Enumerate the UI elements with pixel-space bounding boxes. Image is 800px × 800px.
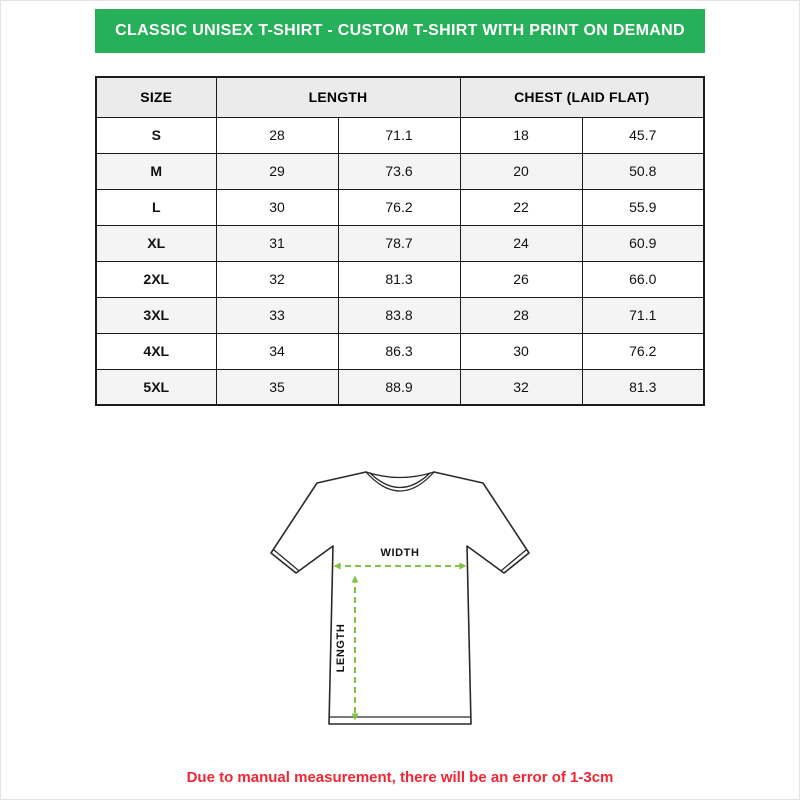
length-label: LENGTH (335, 623, 347, 673)
tshirt-outline-icon (271, 472, 529, 724)
header-size: SIZE (96, 77, 216, 117)
cell-length-cm: 88.9 (338, 369, 460, 405)
measurement-error-note: Due to manual measurement, there will be an error of 1-3cm (186, 769, 614, 786)
cell-chest-in: 30 (460, 333, 582, 369)
cell-length-in: 35 (216, 369, 338, 405)
cell-chest-in: 24 (460, 225, 582, 261)
cell-length-cm: 73.6 (338, 153, 460, 189)
cell-length-cm: 81.3 (338, 261, 460, 297)
cell-length-in: 33 (216, 297, 338, 333)
width-label: WIDTH (380, 547, 420, 559)
table-row (96, 189, 704, 225)
cell-size: L (96, 189, 216, 225)
cell-chest-in: 22 (460, 189, 582, 225)
size-table-body (96, 117, 704, 405)
cell-length-cm: 86.3 (338, 333, 460, 369)
table-row (96, 225, 704, 261)
size-table (95, 76, 705, 406)
table-row (96, 369, 704, 405)
tshirt-icon (265, 456, 535, 748)
cell-size: 3XL (96, 297, 216, 333)
cell-length-cm: 76.2 (338, 189, 460, 225)
table-row (96, 117, 704, 153)
page-title: CLASSIC UNISEX T-SHIRT - CUSTOM T-SHIRT WITH PRINT ON DEMAND (115, 22, 685, 39)
cell-size: M (96, 153, 216, 189)
cell-length-in: 34 (216, 333, 338, 369)
cell-chest-in: 28 (460, 297, 582, 333)
table-row (96, 261, 704, 297)
table-row (96, 333, 704, 369)
cell-chest-cm: 71.1 (582, 297, 704, 333)
cell-length-in: 31 (216, 225, 338, 261)
cell-length-in: 30 (216, 189, 338, 225)
cell-size: XL (96, 225, 216, 261)
cell-length-in: 28 (216, 117, 338, 153)
cell-chest-cm: 60.9 (582, 225, 704, 261)
table-row (96, 153, 704, 189)
cell-chest-in: 26 (460, 261, 582, 297)
cell-size: 5XL (96, 369, 216, 405)
header-length: LENGTH (216, 77, 460, 117)
cell-chest-cm: 55.9 (582, 189, 704, 225)
cell-chest-cm: 66.0 (582, 261, 704, 297)
cell-chest-in: 32 (460, 369, 582, 405)
table-row (96, 297, 704, 333)
cell-chest-cm: 76.2 (582, 333, 704, 369)
cell-length-in: 29 (216, 153, 338, 189)
header-row (96, 77, 704, 117)
cell-chest-cm: 50.8 (582, 153, 704, 189)
cell-length-cm: 71.1 (338, 117, 460, 153)
cell-size: 4XL (96, 333, 216, 369)
cell-chest-cm: 81.3 (582, 369, 704, 405)
cell-size: 2XL (96, 261, 216, 297)
cell-chest-cm: 45.7 (582, 117, 704, 153)
cell-chest-in: 20 (460, 153, 582, 189)
cell-size: S (96, 117, 216, 153)
cell-length-cm: 78.7 (338, 225, 460, 261)
cell-length-cm: 83.8 (338, 297, 460, 333)
cell-chest-in: 18 (460, 117, 582, 153)
size-table-header (96, 77, 704, 117)
tshirt-measurement-diagram (265, 456, 535, 753)
header-chest: CHEST (LAID FLAT) (460, 77, 704, 117)
title-banner (95, 9, 705, 53)
cell-length-in: 32 (216, 261, 338, 297)
